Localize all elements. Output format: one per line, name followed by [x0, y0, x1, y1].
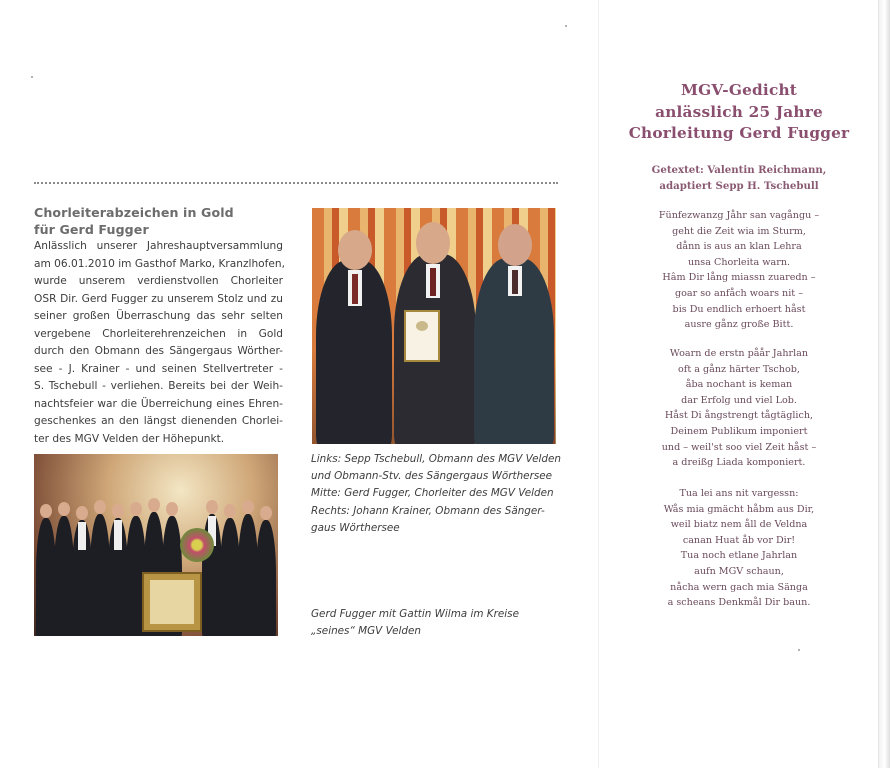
poem-title-line: Chorleitung Gerd Fugger — [628, 124, 850, 142]
choir-head — [58, 502, 70, 516]
poem-line: geht die Zeit wia im Sturm, — [672, 225, 806, 237]
poem-line: dar Erfolg und viel Lob. — [681, 394, 797, 406]
poem-line: aufn MGV schaun, — [694, 565, 784, 577]
scan-speck — [565, 25, 567, 27]
choir-head — [148, 498, 160, 512]
flower-bouquet — [180, 528, 214, 562]
person-head — [416, 222, 450, 264]
poem-line: Håst Di ångstrengt tågtäglich, — [664, 410, 814, 422]
poem-line: oft a gånz härter Tschob, — [678, 363, 800, 375]
poem-line: Fünfezwanzg Jåhr san vagångu – — [658, 210, 820, 221]
body-line: Anlässlich unserer Jahreshauptversammlung — [34, 240, 283, 252]
poem-line: unsa Chorleita warn. — [687, 256, 791, 268]
choir-shirt — [78, 522, 86, 550]
dotted-separator — [34, 182, 558, 184]
scan-speck — [31, 76, 33, 78]
poem-line: åba nochant is keman — [685, 379, 793, 391]
person-head — [498, 224, 532, 266]
caption-line: „seines“ MGV Velden — [311, 625, 421, 638]
body-line: geschenkes an den längst dienenden Chorlei- — [34, 415, 283, 427]
body-line: S. Tschebull - verliehen. Bereits bei der Weih- — [34, 380, 283, 392]
gold-frame-gift — [142, 572, 202, 632]
choir-member — [90, 514, 110, 636]
poem-line: Hâm Dir lång miassn zuaredn – — [662, 272, 816, 284]
poem-stanza-2 — [600, 346, 878, 471]
choir-member — [54, 516, 74, 636]
article-headline — [34, 204, 294, 238]
body-line: nachtsfeier war die Überreichung eines Ehren- — [34, 397, 283, 410]
poem-credit-line: Getextet: Valentin Reichmann, — [651, 164, 827, 176]
tie — [512, 270, 518, 294]
poem-line: bis Du endlich erhoert håst — [672, 303, 806, 315]
award-photo-caption — [311, 451, 571, 537]
award-certificate — [404, 310, 440, 362]
poem-line: dånn is aus an klan Lehra — [676, 241, 802, 253]
choir-head — [166, 502, 178, 516]
poem-line: a scheans Denkmål Dir baun. — [667, 597, 811, 609]
choir-photo — [34, 454, 278, 636]
caption-line: gaus Wörthersee — [311, 521, 400, 534]
page-edge — [878, 0, 890, 768]
choir-head — [224, 504, 236, 518]
article-body — [34, 238, 283, 448]
choir-member — [36, 518, 56, 636]
choir-head — [206, 500, 218, 514]
poem-line: ausre gånz große Bitt. — [684, 319, 794, 331]
headline-line: für Gerd Fugger — [34, 222, 149, 237]
body-line: seiner großen Überraschung das sehr selten — [34, 310, 283, 322]
poem-line: Woarn de erstn påår Jahrlan — [669, 348, 809, 359]
choir-photo-caption — [311, 606, 571, 640]
poem-line: weil biatz nem åll de Veldna — [670, 519, 808, 531]
caption-line: Links: Sepp Tschebull, Obmann des MGV Velden — [311, 453, 561, 465]
poem-line: goar so anfåch woars nit – — [674, 287, 803, 299]
body-line: wurde unserem verdienstvollen Chorleiter — [34, 275, 283, 287]
body-line: vergebene Chorleiterehrenzeichen in Gold — [34, 327, 283, 340]
poem-line: a dreißg Liada komponiert. — [672, 457, 806, 469]
person-head — [338, 230, 372, 270]
choir-head — [130, 502, 142, 516]
caption-line: Mitte: Gerd Fugger, Chorleiter des MGV Velden — [311, 487, 554, 500]
poem-credit — [600, 162, 878, 194]
column-divider — [598, 0, 599, 768]
choir-member — [238, 514, 258, 636]
body-line: OSR Dir. Gerd Fugger zu unserem Stolz und zu — [34, 292, 283, 305]
body-line: see - J. Krainer - und seinen Stellvertreter - — [34, 362, 283, 375]
body-line: ter des MGV Velden der Höhepunkt. — [34, 432, 225, 445]
choir-shirt — [114, 520, 122, 550]
body-line: durch den Obmann des Sängergaus Wörther- — [34, 345, 283, 357]
body-line: am 06.01.2010 im Gasthof Marko, Kranzlhofen, — [34, 257, 285, 270]
poem-line: Wås mia gmächt håbm aus Dir, — [663, 503, 815, 515]
caption-line: Gerd Fugger mit Gattin Wilma im Kreise — [311, 608, 519, 620]
poem-line: Tua noch etlane Jahrlan — [680, 550, 798, 562]
choir-head — [112, 504, 124, 518]
poem-title-line: anlässlich 25 Jahre — [655, 102, 823, 121]
choir-head — [242, 500, 254, 514]
headline-line: Chorleiterabzeichen in Gold — [34, 205, 234, 220]
poem-title — [600, 80, 878, 145]
choir-head — [40, 504, 52, 518]
choir-head — [76, 506, 88, 520]
poem-credit-line: adaptiert Sepp H. Tschebull — [659, 180, 819, 192]
poem-line: und – weil'st soo viel Zeit håst – — [661, 441, 817, 453]
award-photo — [312, 208, 556, 444]
choir-head — [94, 500, 106, 514]
tie — [352, 274, 358, 304]
tie — [430, 268, 436, 296]
poem-line: nåcha wern gach mia Sänga — [670, 581, 808, 593]
poem-line: canan Huat åb vor Dir! — [682, 534, 796, 546]
choir-member — [256, 520, 276, 636]
choir-member — [220, 518, 240, 636]
caption-line: und Obmann-Stv. des Sängergaus Wörthersee — [311, 470, 553, 483]
poem-line: Tua lei ans nit vargessn: — [679, 488, 799, 499]
choir-head — [260, 506, 272, 520]
poem-title-line: MGV-Gedicht — [680, 81, 798, 99]
poem-stanza-1 — [600, 208, 878, 333]
caption-line: Rechts: Johann Krainer, Obmann des Sänger- — [311, 504, 545, 517]
poem-line: Deinem Publikum imponiert — [670, 425, 808, 437]
poem-stanza-3 — [600, 486, 878, 611]
scan-speck — [798, 649, 800, 651]
